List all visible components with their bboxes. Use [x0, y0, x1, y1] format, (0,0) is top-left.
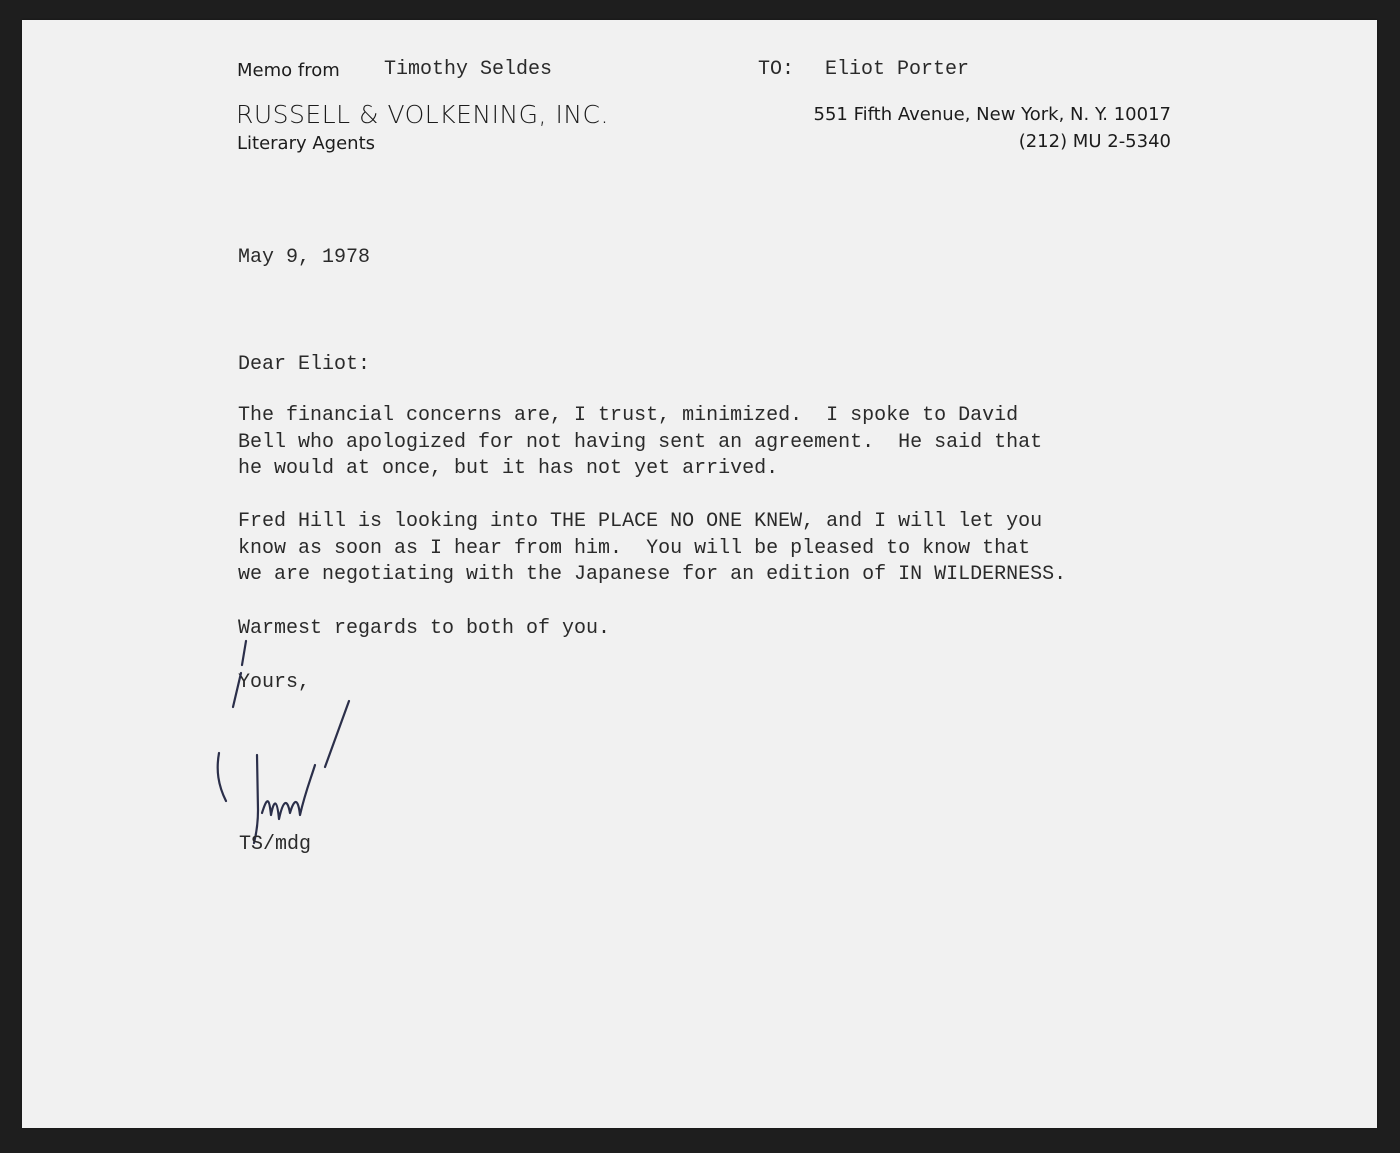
company-subtitle: Literary Agents: [237, 133, 376, 154]
letter-paragraph-2: Fred Hill is looking into THE PLACE NO ONE KNEW, and I will let you know as soon as I hear from him. You will be pleased to know that we are negotiating with the Japanese for an edition of IN WILDERNESS.: [238, 510, 1067, 586]
letter-sign-off: Yours,: [238, 671, 311, 694]
handwritten-signature: [207, 635, 357, 865]
letter-paragraph-1: The financial concerns are, I trust, minimized. I spoke to David Bell who apologized for not having sent an agreement. He said that he would at once, but it has not yet arrived.: [238, 404, 1043, 480]
letter-closing: Warmest regards to both of you.: [238, 617, 611, 640]
company-phone: (212) MU 2-5340: [1018, 131, 1171, 152]
memo-page: [22, 20, 1377, 1128]
letter-date: May 9, 1978: [238, 246, 371, 269]
typist-initials: TS/mdg: [239, 833, 312, 856]
company-name: RUSSELL & VOLKENING, INC.: [236, 100, 609, 129]
to-label: TO:: [758, 58, 795, 81]
to-name: Eliot Porter: [825, 58, 970, 81]
memo-from-label: Memo from: [237, 60, 340, 81]
memo-from-name: Timothy Seldes: [384, 58, 553, 81]
company-address: 551 Fifth Avenue, New York, N. Y. 10017: [813, 104, 1171, 125]
letter-greeting: Dear Eliot:: [238, 353, 371, 376]
